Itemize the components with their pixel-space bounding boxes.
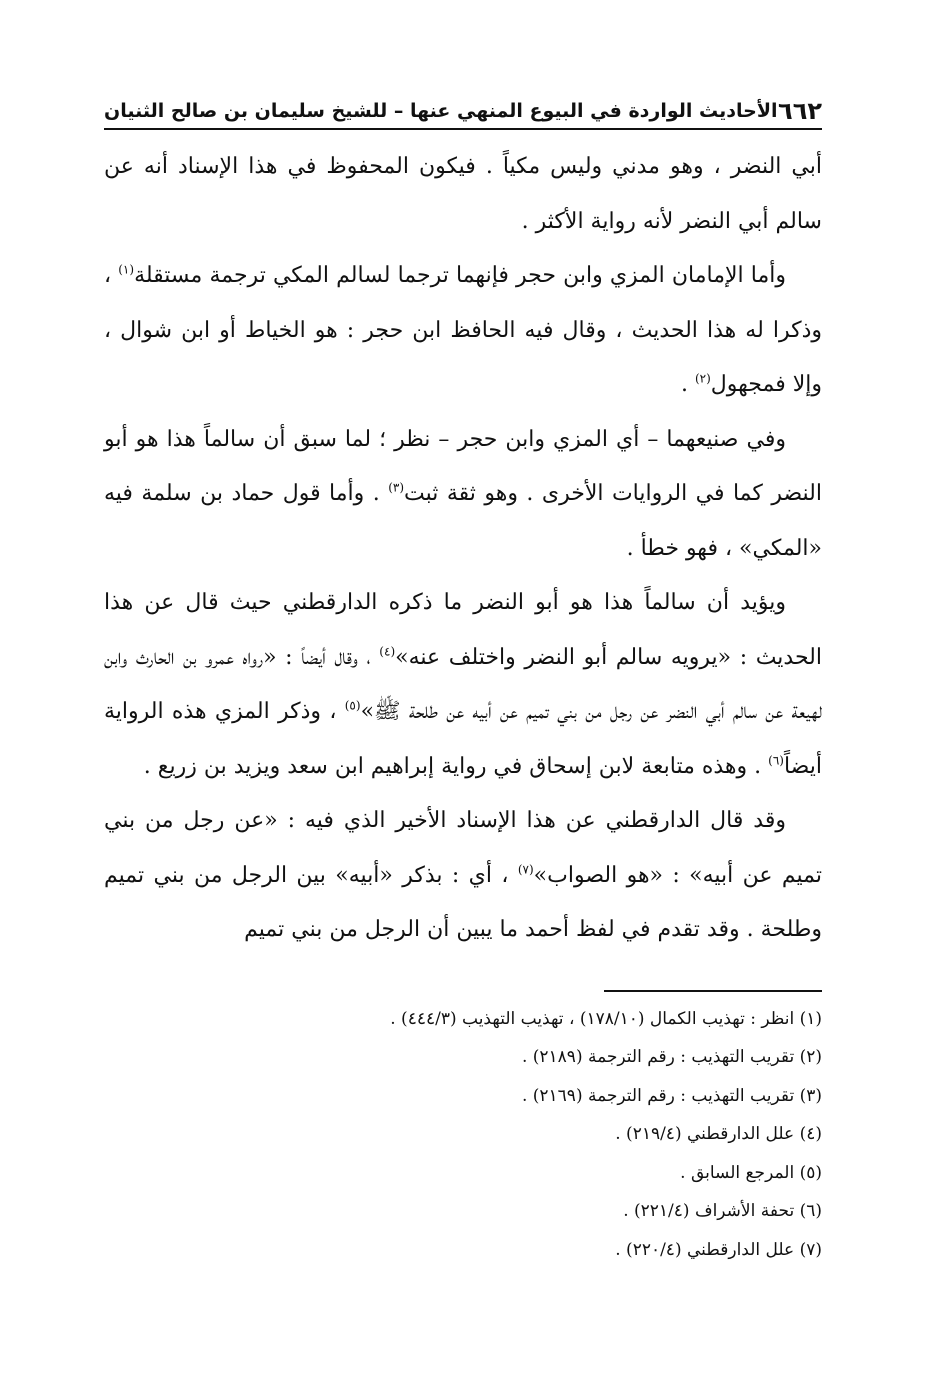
footnote-marker[interactable]: (٢): [694, 371, 711, 386]
footnote-item: (١) انظر : تهذيب الكمال (١٧٨/١٠) ، تهذيب التهذيب (٤٤٤/٣) .: [390, 1008, 822, 1029]
footnote-item: (٣) تقريب التهذيب : رقم الترجمة (٢١٦٩) .: [521, 1085, 822, 1106]
paragraph: [104, 576, 822, 794]
footnote-item: (٥) المرجع السابق .: [680, 1162, 822, 1183]
footnote-marker[interactable]: (٦): [768, 753, 784, 768]
header-rule: [104, 128, 822, 130]
paragraph-text: ، أي : بذكر «أبيه» بين الرجل من بني تميم وطلحة . وقد تقدم في لفظ أحمد ما يبين أن الرجل من بني تميم: [104, 862, 822, 942]
paragraph-text: ويؤيد أن سالماً هذا هو أبو النضر ما ذكره الدارقطني حيث قال عن هذا الحديث : «يرويه سالم أبو النضر واختلف عنه»: [104, 590, 822, 670]
paragraph: [104, 249, 822, 413]
footnote-marker[interactable]: (١): [118, 262, 135, 277]
footnotes: [104, 1000, 822, 1270]
footnote-item: (٢) تقريب التهذيب : رقم الترجمة (٢١٨٩) .: [521, 1047, 822, 1067]
paragraph-text: ، وذكرا له هذا الحديث ، وقال فيه الحافظ ابن حجر : هو الخياط أو ابن شوال ، وإلا فمجهول: [104, 263, 822, 397]
paragraph-text: وأما الإمامان المزي وابن حجر فإنهما ترجما لسالم المكي ترجمة مستقلة: [134, 263, 786, 288]
running-header: [104, 86, 822, 126]
body-text: [104, 140, 822, 958]
page-number: ٦٦٢: [778, 97, 822, 125]
footnote-item: (٤) علل الدارقطني (٢١٩/٤) .: [615, 1124, 822, 1144]
paragraph-text: .: [680, 372, 695, 397]
paragraph-text: . وأما قول حماد بن سلمة فيه «المكي» ، فهو خطأ .: [104, 481, 822, 561]
paragraph: [104, 794, 822, 958]
paragraph: [104, 413, 822, 577]
document-page: [104, 86, 822, 1286]
footnote-separator: [604, 990, 822, 992]
paragraph-text: وقد قال الدارقطني عن هذا الإسناد الأخير الذي فيه : «عن رجل من بني تميم عن أبيه» : «هو الصواب»: [104, 808, 822, 888]
paragraph-text: وفي صنيعهما – أي المزي وابن حجر – نظر ؛ لما سبق أن سالماً هذا هو أبو النضر كما في الروايات الأخرى . وهو ثقة ثبت: [104, 426, 822, 506]
footnote-marker[interactable]: (٣): [388, 480, 405, 495]
header-title: الأحاديث الواردة في البيوع المنهي عنها – للشيخ سليمان بن صالح الثنيان: [104, 100, 778, 122]
footnote-marker[interactable]: (٥): [344, 698, 361, 713]
paragraph-text: . وهذه متابعة لابن إسحاق في رواية إبراهيم ابن سعد ويزيد بن زريع .: [143, 753, 769, 779]
paragraph-text: أبي النضر ، وهو مدني وليس مكياً . فيكون المحفوظ في هذا الإسناد أنه عن سالم أبي النضر لأنه رواية الأكثر .: [104, 154, 822, 234]
paragraph-text: ، وقال أيضاً : «رواه عمرو بن الحارث وابن لهيعة عن سالم أبي النضر عن رجل من بني تميم عن أبيه عن طلحة ﷺ»: [104, 644, 822, 724]
footnote-marker[interactable]: (٤): [379, 644, 396, 659]
footnote-item: (٦) تحفة الأشراف (٢٢١/٤) .: [623, 1201, 822, 1221]
footnote-item: (٧) علل الدارقطني (٢٢٠/٤) .: [615, 1239, 822, 1260]
paragraph: [104, 140, 822, 249]
paragraph-text: ، وذكر المزي هذه الرواية أيضاً: [104, 699, 822, 779]
footnote-marker[interactable]: (٧): [517, 862, 534, 877]
